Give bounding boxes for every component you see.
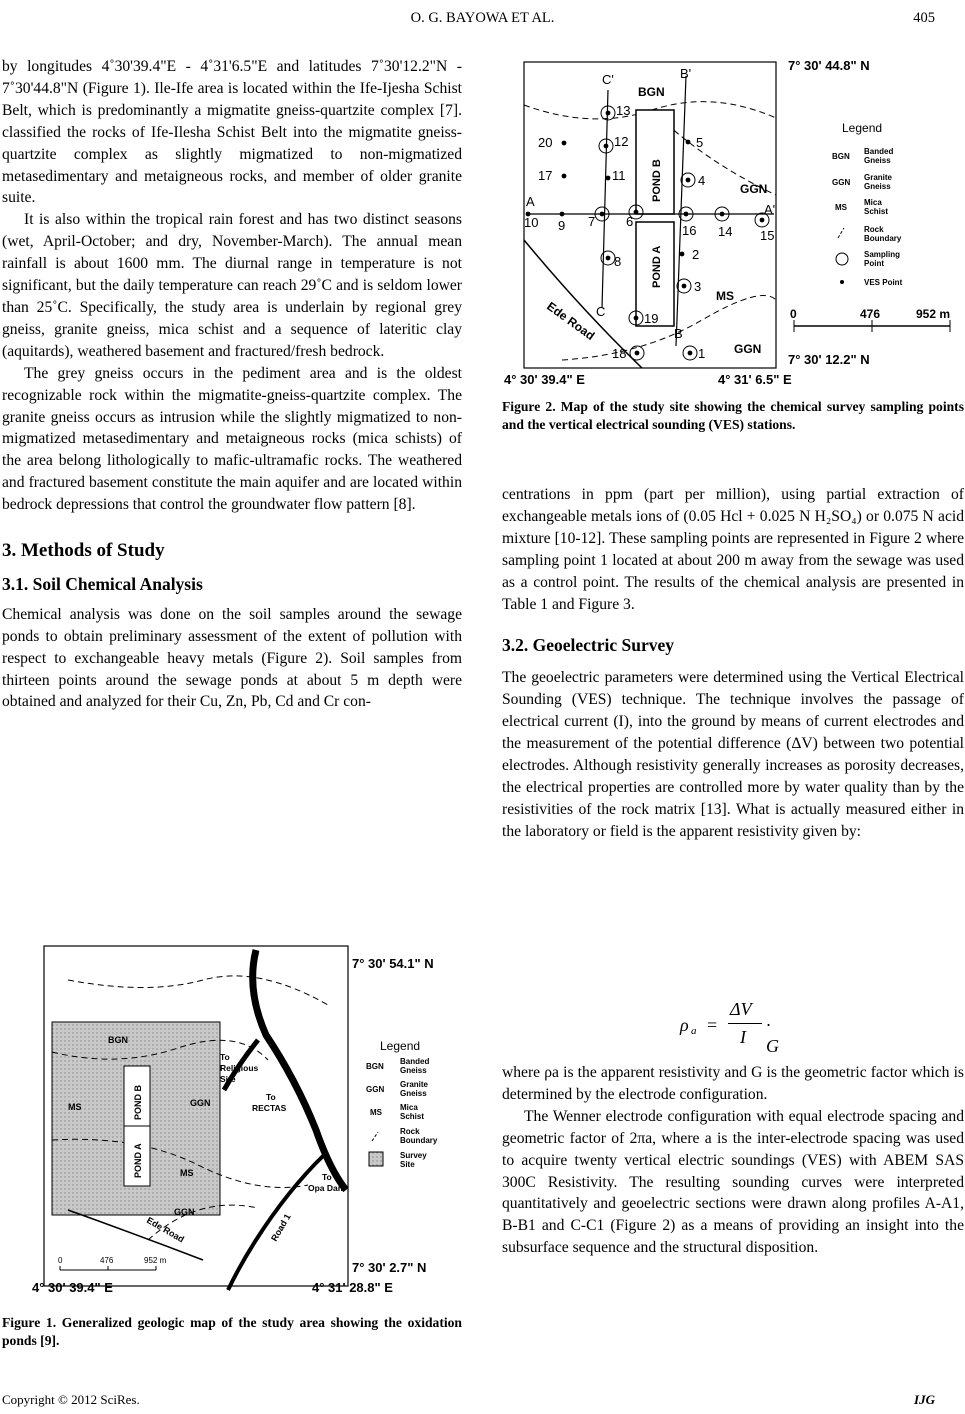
page-number: 405 — [913, 10, 935, 26]
longitude-right: 4° 31' 6.5" E — [718, 372, 792, 387]
paragraph: centrations in ppm (part per million), using partial extraction of exchangeable metals ions of (0.05 Hcl + 0.025 N H₂SO₄) or 0.075 N acid mixture [10-12]. These sampling points are represented in Figure 2 where sampling point 1 located at about 200 m away from the sewage was used as a control point. The results of the chemical analysis are presented in Table 1 and Figure 3. — [502, 486, 964, 613]
profile-label: B — [674, 326, 683, 341]
paragraph: Chemical analysis was done on the soil samples around the sewage ponds to obtain preliminary assessment of the extent of pollution with respect to exchangeable heavy metals (Figure 2). Soil samples from thirteen points around the sewage ponds at about 5 m depth were obtained and analyzed for their Cu, Zn, Pb, Cd and Cr con- — [2, 605, 462, 711]
svg-text:Boundary: Boundary — [400, 1136, 438, 1145]
ves-point — [606, 256, 611, 261]
point-label: 15 — [760, 228, 775, 243]
svg-text:Rock: Rock — [864, 225, 884, 234]
ves-point — [686, 140, 691, 145]
ede-road-label: Ede Road — [145, 1215, 186, 1245]
right-column-upper — [502, 484, 964, 843]
svg-text:Banded: Banded — [400, 1057, 430, 1066]
scale-label: 476 — [860, 307, 881, 321]
svg-text:MS: MS — [370, 1108, 382, 1117]
svg-text:Mica: Mica — [400, 1103, 418, 1112]
svg-text:Granite: Granite — [400, 1080, 429, 1089]
point-label: 4 — [698, 173, 706, 188]
left-column — [2, 56, 462, 713]
point-label: 1 — [698, 346, 706, 361]
subsection-heading: 3.1. Soil Chemical Analysis — [2, 573, 203, 594]
latitude-bottom: 7° 30' 2.7" N — [352, 1260, 427, 1275]
svg-text:BGN: BGN — [366, 1062, 384, 1071]
point-label: 11 — [612, 168, 626, 183]
subsection-heading: 3.2. Geoelectric Survey — [502, 635, 675, 656]
svg-text:Boundary: Boundary — [864, 234, 902, 243]
latitude-top: 7° 30' 44.8" N — [788, 58, 870, 73]
svg-text:Schist: Schist — [864, 207, 889, 216]
to-rectas-label: To RECTAS — [252, 1092, 287, 1113]
scale-label: 952 m — [144, 1256, 167, 1265]
figure-2-caption: Figure 2. Map of the study site showing the chemical survey sampling points and the vertical electrical sounding (VES) stations. — [502, 399, 964, 432]
ves-point — [680, 252, 685, 257]
point-label: 9 — [558, 218, 566, 233]
pond-b-label: POND B — [651, 159, 663, 202]
to-opa-dam-label: To Opa Dam — [308, 1172, 346, 1193]
paragraph: The Wenner electrode configuration with equal electrode spacing and geometric factor of 2πa, where a is the inter-electrode spacing was used to acquire twenty vertical electric soundings (VES) with ABEM SAS 300C Resistivity. The resulting sounding curves were interpreted quantitatively and geoelectric sections were drawn along profiles A-A1, B-B1 and C-C1 (Figure 2) as a means of providing an insight into the subsurface sequence and the structural disposition. — [502, 1107, 964, 1257]
ves-point — [682, 284, 687, 289]
ves-point — [600, 212, 605, 217]
ves-point — [604, 144, 609, 149]
point-label: 16 — [682, 223, 697, 238]
svg-text:Mica: Mica — [864, 198, 882, 207]
page-header — [0, 10, 965, 30]
road-1-label: Road 1 — [269, 1212, 293, 1243]
ves-point — [562, 174, 567, 179]
svg-text:Survey: Survey — [400, 1151, 427, 1160]
journal-name: IJG — [914, 1392, 935, 1407]
scale-label: 0 — [58, 1256, 63, 1265]
point-label: 10 — [524, 215, 539, 230]
profile-label: B' — [680, 66, 692, 81]
svg-text:GGN: GGN — [366, 1085, 385, 1094]
ggn-label: GGN — [190, 1098, 211, 1108]
right-column-lower — [502, 1062, 964, 1259]
ves-point — [686, 178, 691, 183]
to-religious-label: To Religious Site — [220, 1052, 259, 1084]
ves-point — [720, 212, 725, 217]
ves-point — [684, 212, 689, 217]
point-label: 8 — [614, 254, 622, 269]
ves-point — [606, 176, 611, 181]
longitude-left: 4° 30' 39.4" E — [32, 1280, 113, 1295]
bgn-label: BGN — [108, 1035, 128, 1045]
point-label: 3 — [694, 279, 702, 294]
svg-text:Sampling: Sampling — [864, 250, 901, 259]
point-label: 2 — [692, 247, 700, 262]
study-site-map-svg — [502, 50, 964, 388]
ves-point — [606, 111, 611, 116]
ves-point — [635, 351, 640, 356]
point-label: 6 — [626, 214, 634, 229]
scale-label: 476 — [100, 1256, 114, 1265]
ves-point — [634, 316, 639, 321]
pond-b-label: POND B — [133, 1084, 143, 1120]
point-label: 5 — [696, 135, 704, 150]
point-label: 18 — [612, 346, 627, 361]
svg-text:GGN: GGN — [832, 178, 851, 187]
ggn-label: GGN — [740, 182, 768, 196]
figure-1-map — [28, 940, 458, 1300]
profile-label: A — [526, 194, 535, 209]
point-label: 14 — [718, 224, 733, 239]
point-label: 20 — [538, 135, 553, 150]
legend-title: Legend — [842, 121, 883, 135]
paragraph: It is also within the tropical rain forest and has two distinct seasons (wet, April-October; and dry, November-March). The annual mean rainfall is about 1600 mm. The diurnal range in temperature is not significant, but the daily temperature can reach 29˚C and is seldom lower than 25˚C. Specifically, the study area is underlain by regional grey gneiss, granite gneiss, mica schist and a sequence of lateritic clay (aquitards), weathered basement and fractured/fresh bedrock. — [2, 211, 462, 360]
point-label: 19 — [644, 311, 659, 326]
legend-ves-symbol — [840, 280, 844, 284]
point-label: 7 — [588, 214, 596, 229]
geologic-map-svg — [28, 940, 458, 1300]
profile-label: C — [596, 304, 606, 319]
svg-text:Granite: Granite — [864, 173, 893, 182]
section-heading: 3. Methods of Study — [2, 540, 165, 562]
fraction-bar — [728, 1023, 762, 1024]
longitude-left: 4° 30' 39.4" E — [504, 372, 585, 387]
longitude-right: 4° 31' 28.8" E — [312, 1280, 393, 1295]
bgn-label: BGN — [638, 85, 665, 99]
profile-label: A' — [764, 202, 776, 217]
pond-a-label: POND A — [133, 1143, 143, 1178]
paragraph: The grey gneiss occurs in the pediment area and is the oldest recognizable rock within the migmatite-gneiss-quartzite complex. The granite gneiss occurs as intrusion while the slightly migmatized to non-migmatized metasedimentary and metaigneous rocks (mica schists) of the area belong lithologically to mafic-ultramafic rocks. The weathered and fractured basement constitute the main aquifer and are located within bedrock depressions that control the groundwater flow pattern [8]. — [2, 364, 462, 514]
legend-survey-symbol — [369, 1152, 383, 1166]
latitude-top: 7° 30' 54.1" N — [352, 956, 434, 971]
copyright: Copyright © 2012 SciRes. — [2, 1392, 140, 1407]
svg-text:Point: Point — [864, 259, 884, 268]
ves-point — [634, 210, 639, 215]
ms-label: MS — [180, 1168, 194, 1178]
paragraph: The geoelectric parameters were determined using the Vertical Electrical Sounding (VES) technique. The technique involves the passage of electrical current (I), into the ground by means of current electrodes and the measurement of the potential difference (ΔV) between two potential electrodes. Although resistivity generally increases as porosity decreases, the electrical properties are controlled more by water quality than by the resistivities of the rock matrix [13]. What is actually measured either in the laboratory or field is the apparent resistivity given by: — [502, 669, 964, 840]
latitude-bottom: 7° 30' 12.2" N — [788, 352, 870, 367]
point-label: 13 — [616, 103, 631, 118]
profile-label: C' — [602, 72, 614, 87]
paragraph: by longitudes 4˚30'39.4"E - 4˚31'6.5"E and latitudes 7˚30'12.2"N - 7˚30'44.8"N (Figure 1). Ile-Ife area is located within the Ife-Ijesha Schist Belt, which is predominantly a migmatite gneiss-quartzite complex [7]. classified the rocks of Ife-Ilesha Schist Belt into the migmatite gneiss-quartzite complex as slightly migmatized to non-migmatized metasedimentary and metaigneous rocks, and member of older granite suite. — [2, 58, 462, 207]
point-label: 17 — [538, 168, 553, 183]
svg-text:Banded: Banded — [864, 147, 894, 156]
legend-sampling-symbol — [836, 253, 848, 265]
point-label: 12 — [614, 134, 629, 149]
svg-text:Site: Site — [400, 1160, 415, 1169]
ggn-label: GGN — [734, 342, 762, 356]
ede-road-label: Ede Road — [544, 299, 598, 343]
ves-point — [562, 141, 567, 146]
ves-point — [688, 351, 693, 356]
scale-label: 0 — [790, 307, 797, 321]
ms-label: MS — [68, 1102, 82, 1112]
ves-point — [560, 212, 565, 217]
svg-text:Rock: Rock — [400, 1127, 420, 1136]
scale-label: 952 m — [916, 307, 951, 321]
svg-text:Gneiss: Gneiss — [400, 1089, 427, 1098]
running-title: O. G. BAYOWA ET AL. — [410, 10, 555, 26]
legend-title: Legend — [380, 1039, 421, 1053]
ggn-label: GGN — [174, 1207, 195, 1217]
pond-a-label: POND A — [651, 245, 663, 288]
figure-1-caption: Figure 1. Generalized geologic map of the study area showing the oxidation ponds [9]. — [2, 1315, 462, 1348]
apparent-resistivity-formula: ρ a = ΔV I · G — [680, 999, 779, 1056]
svg-text:MS: MS — [835, 203, 847, 212]
svg-text:Gneiss: Gneiss — [864, 182, 891, 191]
paragraph: where ρa is the apparent resistivity and G is the geometric factor which is determined by the electrode configuration. — [502, 1064, 964, 1103]
svg-text:Gneiss: Gneiss — [400, 1066, 427, 1075]
svg-text:BGN: BGN — [832, 152, 850, 161]
svg-text:VES Point: VES Point — [864, 278, 903, 287]
svg-text:Schist: Schist — [400, 1112, 425, 1121]
svg-text:Gneiss: Gneiss — [864, 156, 891, 165]
ves-point — [760, 218, 765, 223]
figure-2-map — [502, 50, 964, 388]
ms-label: MS — [716, 289, 734, 303]
